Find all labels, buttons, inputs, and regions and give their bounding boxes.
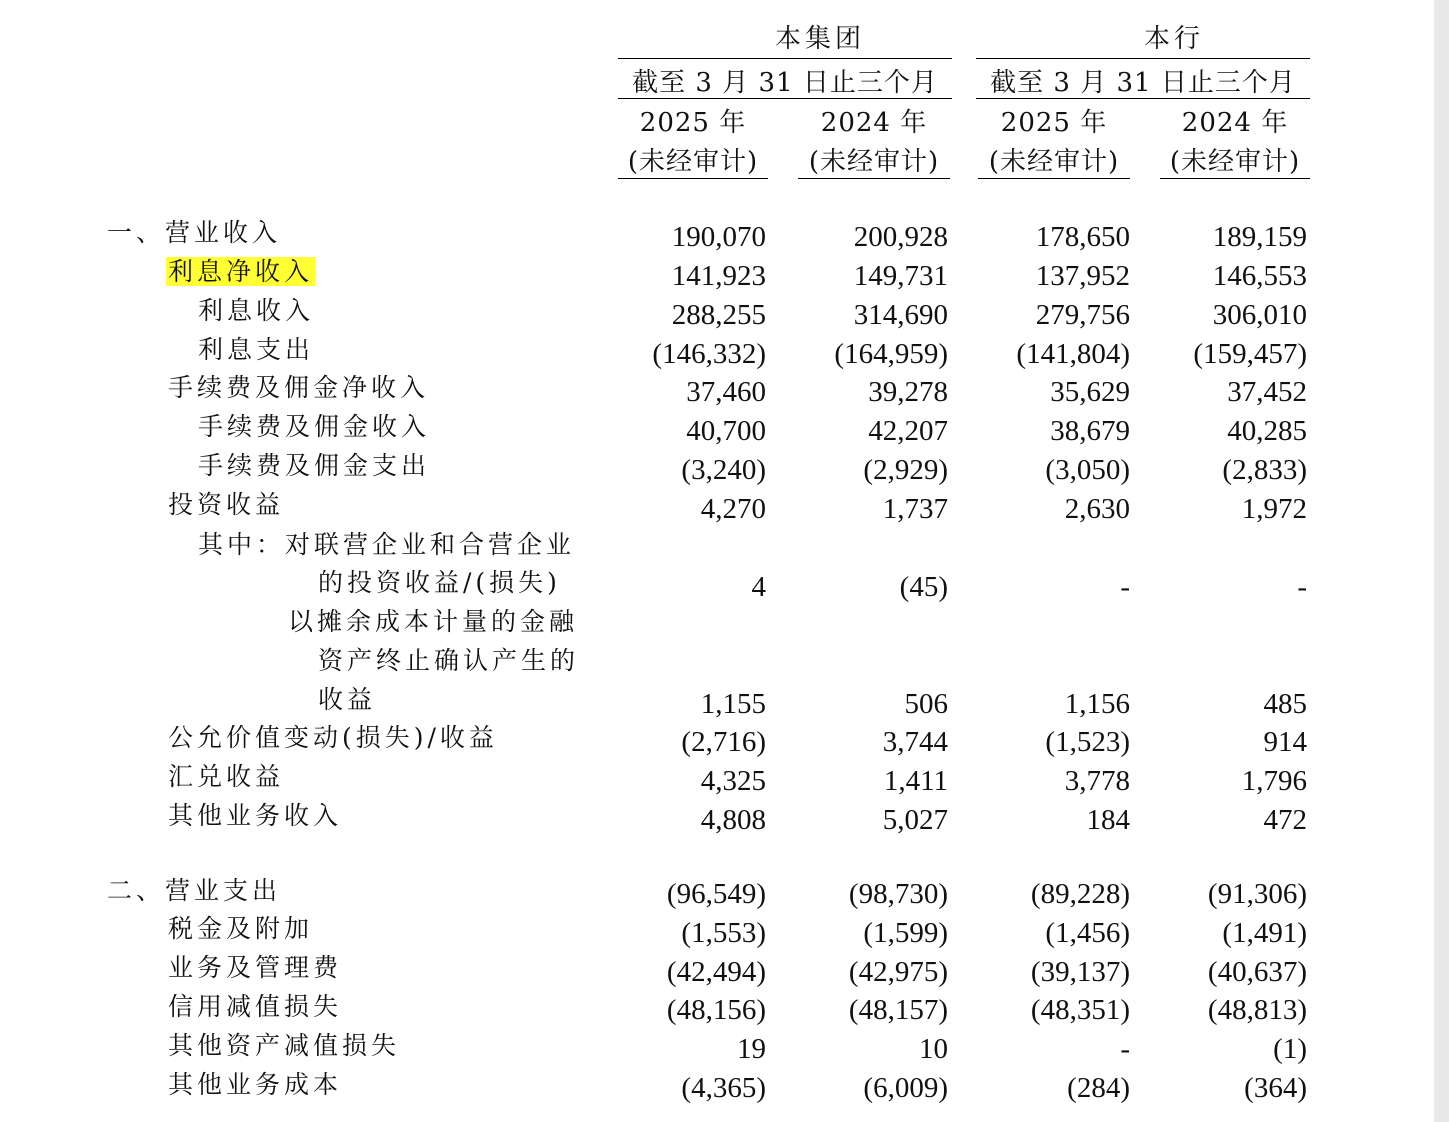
row-label: 汇兑收益 bbox=[168, 762, 285, 791]
header-year: 2024 年 bbox=[1181, 108, 1289, 138]
cell-value: (284) bbox=[1067, 1072, 1130, 1104]
cell-value: (1,599) bbox=[863, 917, 948, 949]
header-year: 2025 年 bbox=[639, 108, 747, 138]
cell-value: 37,460 bbox=[686, 376, 766, 408]
row-label: 公允价值变动(损失)/收益 bbox=[168, 723, 498, 752]
header-unaudited: (未经审计) bbox=[1169, 147, 1301, 177]
row-label: 业务及管理费 bbox=[168, 953, 343, 982]
cell-value: 4,325 bbox=[700, 765, 766, 797]
header-period-group: 截至 3 月 31 日止三个月 bbox=[632, 68, 938, 98]
cell-value: 149,731 bbox=[853, 260, 948, 292]
cell-value: (1,456) bbox=[1045, 917, 1130, 949]
header-year: 2024 年 bbox=[820, 108, 928, 138]
cell-value: 146,553 bbox=[1212, 260, 1307, 292]
cell-value: (2,716) bbox=[681, 726, 766, 758]
cell-value: 3,744 bbox=[882, 726, 948, 758]
cell-value: 1,972 bbox=[1241, 493, 1307, 525]
cell-value: (98,730) bbox=[848, 878, 948, 910]
cell-value: 1,411 bbox=[883, 765, 948, 797]
cell-value: (1,523) bbox=[1045, 726, 1130, 758]
cell-value: 306,010 bbox=[1212, 299, 1307, 331]
row-label: 其他业务成本 bbox=[168, 1070, 343, 1099]
cell-value: - bbox=[1120, 1033, 1130, 1065]
cell-value: - bbox=[1120, 571, 1130, 603]
cell-value: 314,690 bbox=[853, 299, 948, 331]
cell-value: 39,278 bbox=[868, 376, 948, 408]
row-label: 资产终止确认产生的 bbox=[318, 646, 580, 675]
cell-value: (2,929) bbox=[863, 454, 948, 486]
cell-value: 485 bbox=[1263, 688, 1307, 720]
cell-value: 189,159 bbox=[1212, 221, 1307, 253]
column-rule bbox=[1160, 178, 1310, 179]
row-label: 手续费及佣金净收入 bbox=[168, 373, 430, 402]
cell-value: 3,778 bbox=[1064, 765, 1130, 797]
cell-value: 184 bbox=[1086, 804, 1130, 836]
cell-value: 35,629 bbox=[1050, 376, 1130, 408]
cell-value: (4,365) bbox=[681, 1072, 766, 1104]
row-label: 收益 bbox=[318, 685, 377, 714]
column-rule bbox=[978, 178, 1130, 179]
row-label: 其中：对联营企业和合营企业 bbox=[198, 530, 576, 559]
cell-value: 38,679 bbox=[1050, 415, 1130, 447]
cell-value: (96,549) bbox=[666, 878, 766, 910]
column-rule bbox=[618, 178, 768, 179]
header-rule bbox=[618, 98, 952, 99]
cell-value: (164,959) bbox=[834, 338, 948, 370]
row-label: 手续费及佣金收入 bbox=[198, 412, 431, 441]
cell-value: (141,804) bbox=[1016, 338, 1130, 370]
cell-value: (45) bbox=[899, 571, 948, 603]
cell-value: 4 bbox=[751, 571, 766, 603]
header-period-bank: 截至 3 月 31 日止三个月 bbox=[990, 68, 1296, 98]
cell-value: (48,157) bbox=[848, 994, 948, 1026]
cell-value: 19 bbox=[737, 1033, 766, 1065]
cell-value: (89,228) bbox=[1030, 878, 1130, 910]
row-label: 二、营业支出 bbox=[107, 876, 282, 905]
row-label: 以摊余成本计量的金融 bbox=[288, 607, 579, 636]
cell-value: (1,553) bbox=[681, 917, 766, 949]
cell-value: (6,009) bbox=[863, 1072, 948, 1104]
page-edge bbox=[1434, 0, 1449, 1122]
header-rule bbox=[976, 58, 1310, 59]
row-label: 一、营业收入 bbox=[107, 218, 282, 247]
header-unaudited: (未经审计) bbox=[988, 147, 1120, 177]
cell-value: 137,952 bbox=[1035, 260, 1130, 292]
cell-value: 42,207 bbox=[868, 415, 948, 447]
row-label: 利息支出 bbox=[198, 335, 315, 364]
cell-value: 1,155 bbox=[700, 688, 766, 720]
cell-value: 10 bbox=[919, 1033, 948, 1065]
cell-value: (42,975) bbox=[848, 956, 948, 988]
cell-value: 472 bbox=[1263, 804, 1307, 836]
row-label: 投资收益 bbox=[168, 490, 285, 519]
header-rule bbox=[976, 98, 1310, 99]
cell-value: 141,923 bbox=[671, 260, 766, 292]
cell-value: (40,637) bbox=[1207, 956, 1307, 988]
cell-value: 279,756 bbox=[1035, 299, 1130, 331]
cell-value: (39,137) bbox=[1030, 956, 1130, 988]
cell-value: (48,813) bbox=[1207, 994, 1307, 1026]
cell-value: (1,491) bbox=[1222, 917, 1307, 949]
row-label: 其他业务收入 bbox=[168, 801, 343, 830]
cell-value: (2,833) bbox=[1222, 454, 1307, 486]
row-label: 手续费及佣金支出 bbox=[198, 451, 431, 480]
row-label: 信用减值损失 bbox=[168, 992, 343, 1021]
cell-value: 4,270 bbox=[700, 493, 766, 525]
cell-value: 40,700 bbox=[686, 415, 766, 447]
cell-value: 506 bbox=[904, 688, 948, 720]
cell-value: (3,240) bbox=[681, 454, 766, 486]
cell-value: (3,050) bbox=[1045, 454, 1130, 486]
cell-value: (159,457) bbox=[1193, 338, 1307, 370]
header-unaudited: (未经审计) bbox=[808, 147, 940, 177]
cell-value: 190,070 bbox=[671, 221, 766, 253]
row-label: 税金及附加 bbox=[168, 914, 314, 943]
header-rule bbox=[618, 58, 952, 59]
cell-value: 178,650 bbox=[1035, 221, 1130, 253]
row-label: 的投资收益/(损失) bbox=[318, 568, 561, 597]
row-label bbox=[168, 257, 315, 287]
cell-value: (146,332) bbox=[652, 338, 766, 370]
cell-value: 1,737 bbox=[882, 493, 948, 525]
header-group: 本集团 bbox=[774, 24, 865, 54]
cell-value: 288,255 bbox=[671, 299, 766, 331]
header-bank: 本行 bbox=[1143, 24, 1204, 54]
row-label: 利息收入 bbox=[198, 296, 315, 325]
cell-value: (91,306) bbox=[1207, 878, 1307, 910]
cell-value: - bbox=[1297, 571, 1307, 603]
column-rule bbox=[798, 178, 950, 179]
cell-value: 37,452 bbox=[1227, 376, 1307, 408]
cell-value: 200,928 bbox=[853, 221, 948, 253]
cell-value: (42,494) bbox=[666, 956, 766, 988]
header-unaudited: (未经审计) bbox=[627, 147, 759, 177]
cell-value: 2,630 bbox=[1064, 493, 1130, 525]
cell-value: 5,027 bbox=[882, 804, 948, 836]
header-year: 2025 年 bbox=[1000, 108, 1108, 138]
cell-value: 914 bbox=[1263, 726, 1307, 758]
cell-value: (48,156) bbox=[666, 994, 766, 1026]
cell-value: (1) bbox=[1273, 1033, 1307, 1065]
cell-value: (48,351) bbox=[1030, 994, 1130, 1026]
highlighted-label: 利息净收入 bbox=[168, 257, 314, 286]
row-label: 其他资产减值损失 bbox=[168, 1031, 401, 1060]
cell-value: (364) bbox=[1244, 1072, 1307, 1104]
cell-value: 1,796 bbox=[1241, 765, 1307, 797]
cell-value: 40,285 bbox=[1227, 415, 1307, 447]
cell-value: 4,808 bbox=[700, 804, 766, 836]
cell-value: 1,156 bbox=[1064, 688, 1130, 720]
